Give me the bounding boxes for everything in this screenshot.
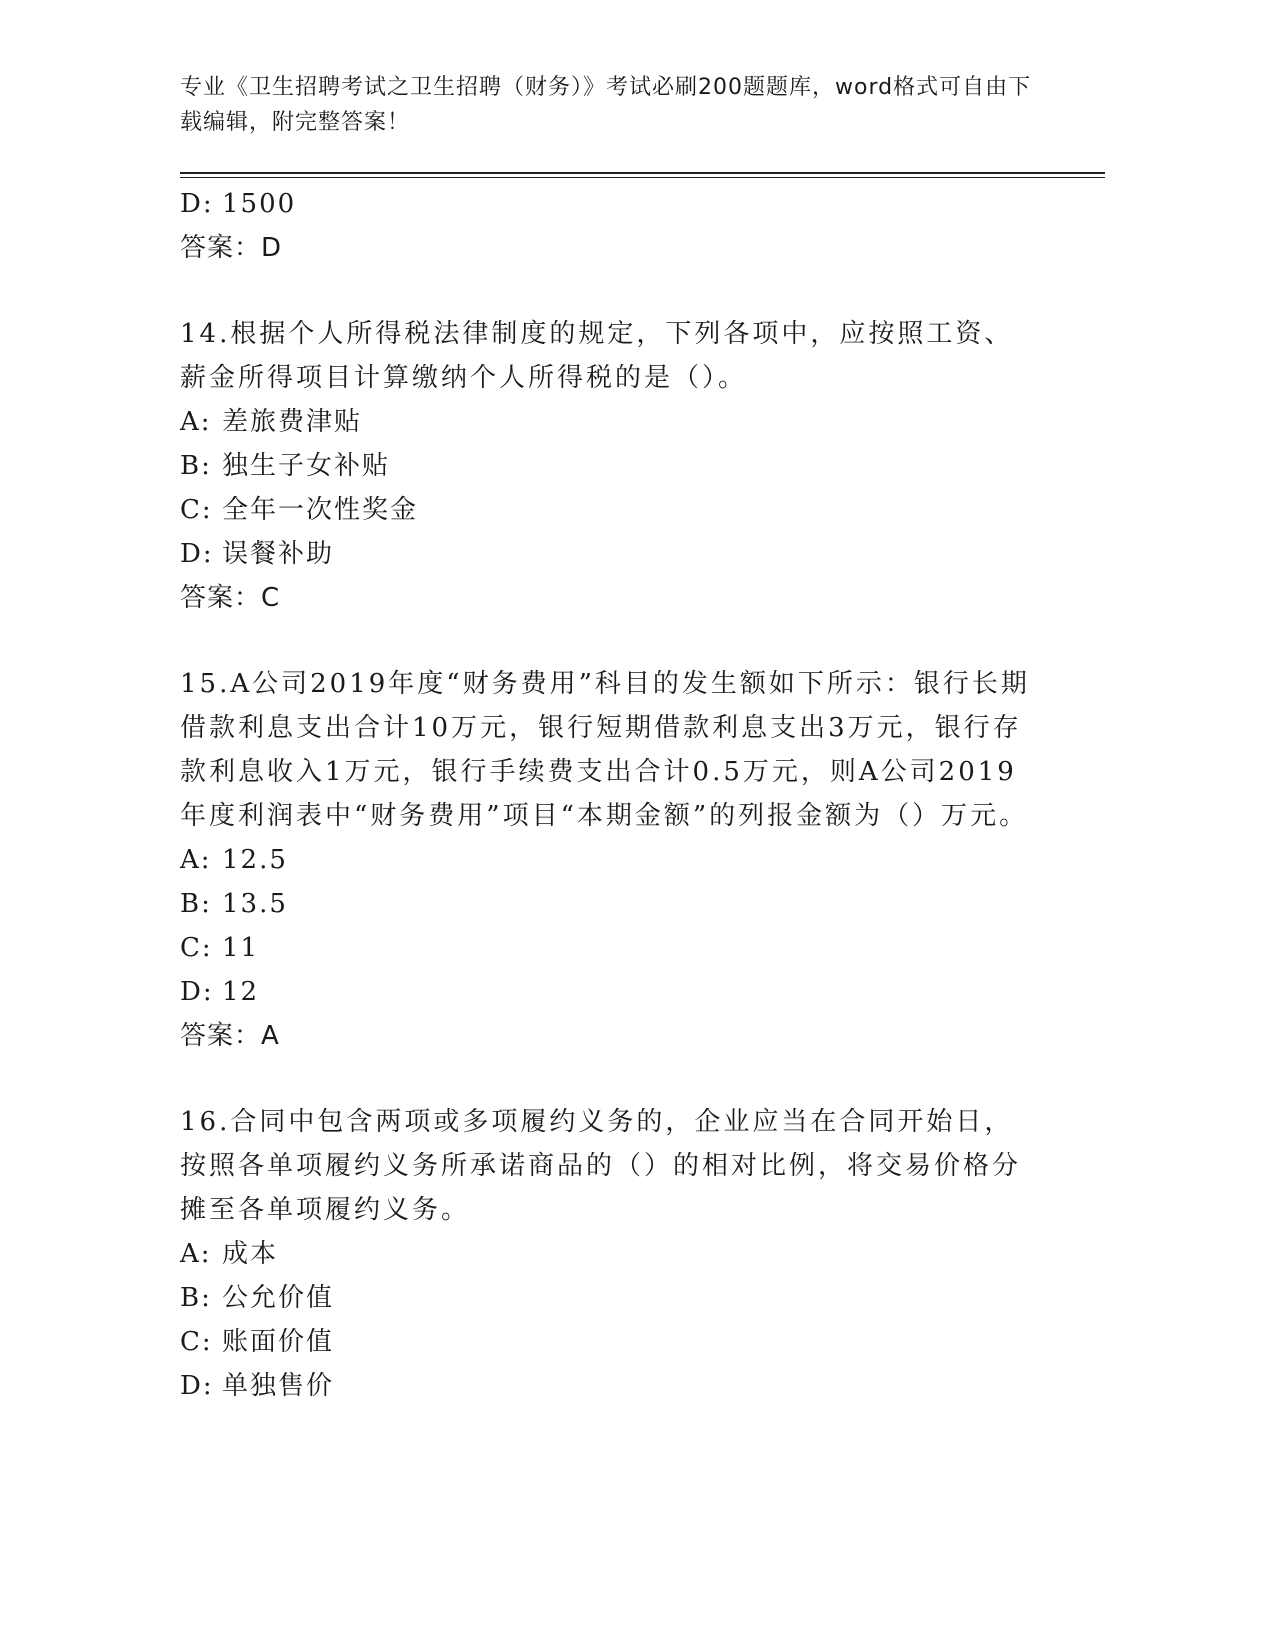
question-16-option-d bbox=[180, 1364, 1040, 1408]
question-15-stem: 15.A公司2019年度“财务费用”科目的发生额如下所示：银行长期借款利息支出合计10万元，银行短期借款利息支出3万元，银行存款利息收入1万元，银行手续费支出合计0.5万元，则A公司2019年度利润表中“财务费用”项目“本期金额”的列报金额为（）万元。 bbox=[180, 669, 1030, 831]
question-15-option-a bbox=[180, 838, 1040, 882]
question-15-option-b bbox=[180, 882, 1040, 926]
question-14-answer: 答案：C bbox=[180, 583, 281, 613]
question-16-option-a bbox=[180, 1232, 1040, 1276]
header-rule-thin bbox=[180, 177, 1105, 178]
option-letter: A: bbox=[180, 1239, 212, 1269]
option-text: 误餐补助 bbox=[222, 539, 335, 569]
option-letter: A: bbox=[180, 407, 212, 437]
option-text: 13.5 bbox=[222, 889, 288, 919]
document-header: 专业《卫生招聘考试之卫生招聘（财务）》考试必刷200题题库，word格式可自由下载编辑，附完整答案！ bbox=[180, 75, 1032, 135]
option-letter: D: bbox=[180, 1371, 214, 1401]
question-16-option-c bbox=[180, 1320, 1040, 1364]
option-text: 差旅费津贴 bbox=[222, 407, 363, 437]
header-rule-thick bbox=[180, 172, 1105, 174]
option-letter: D: bbox=[180, 189, 214, 219]
option-text: 单独售价 bbox=[222, 1371, 335, 1401]
question-14-option-c bbox=[180, 488, 1040, 532]
question-15-option-c bbox=[180, 926, 1040, 970]
option-text: 1500 bbox=[222, 189, 297, 219]
question-15-answer: 答案：A bbox=[180, 1021, 280, 1051]
option-letter: D: bbox=[180, 977, 214, 1007]
option-text: 账面价值 bbox=[222, 1327, 335, 1357]
question-15-option-d bbox=[180, 970, 1040, 1014]
question-14-stem: 14.根据个人所得税法律制度的规定，下列各项中，应按照工资、薪金所得项目计算缴纳个人所得税的是（）。 bbox=[180, 319, 1014, 393]
option-letter: B: bbox=[180, 451, 212, 481]
option-text: 独生子女补贴 bbox=[222, 451, 391, 481]
prev-option-d bbox=[180, 182, 1040, 226]
option-letter: B: bbox=[180, 1283, 212, 1313]
question-14-option-a bbox=[180, 400, 1040, 444]
question-14-option-d bbox=[180, 532, 1040, 576]
option-letter: A: bbox=[180, 845, 212, 875]
question-content bbox=[180, 182, 1040, 1408]
option-letter: C: bbox=[180, 933, 213, 963]
option-text: 12 bbox=[222, 977, 260, 1007]
prev-answer: 答案：D bbox=[180, 233, 283, 263]
option-letter: C: bbox=[180, 495, 213, 525]
option-letter: B: bbox=[180, 889, 212, 919]
option-text: 成本 bbox=[222, 1239, 279, 1269]
option-text: 全年一次性奖金 bbox=[222, 495, 419, 525]
option-letter: C: bbox=[180, 1327, 213, 1357]
option-text: 11 bbox=[222, 933, 260, 963]
question-16-stem: 16.合同中包含两项或多项履约义务的，企业应当在合同开始日，按照各单项履约义务所承诺商品的（）的相对比例，将交易价格分摊至各单项履约义务。 bbox=[180, 1107, 1022, 1225]
question-14-option-b bbox=[180, 444, 1040, 488]
question-16-option-b bbox=[180, 1276, 1040, 1320]
option-text: 公允价值 bbox=[222, 1283, 335, 1313]
option-text: 12.5 bbox=[222, 845, 288, 875]
option-letter: D: bbox=[180, 539, 214, 569]
